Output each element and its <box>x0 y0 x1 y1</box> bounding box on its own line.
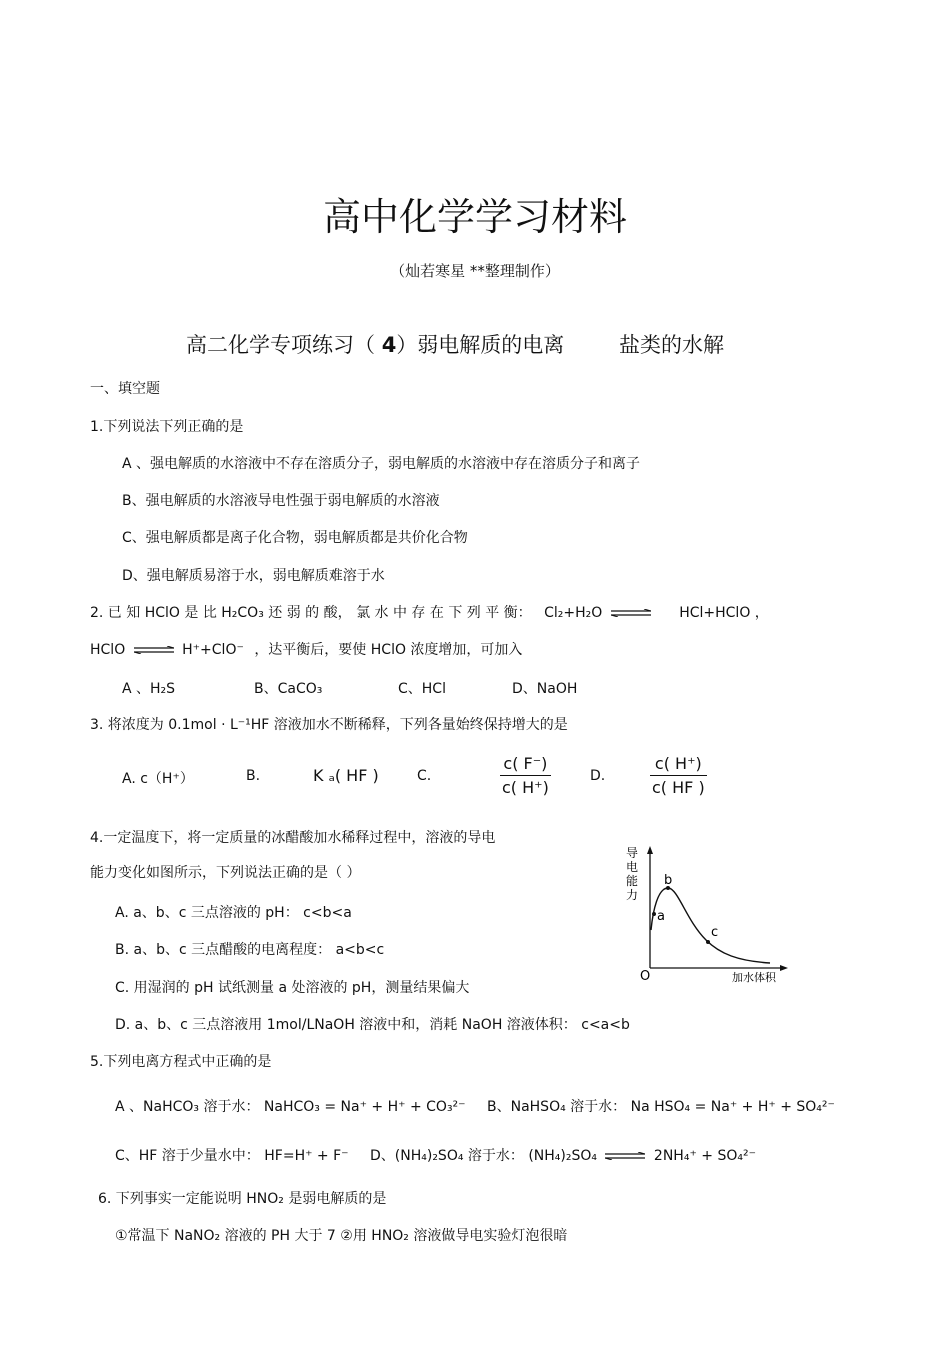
q2-stem: 2. 已 知 HClO 是 比 H₂CO₃ 还 弱 的 酸， 氯 水 中 存 在 下 列 平 衡： <box>90 605 532 621</box>
section-heading: 一、填空题 <box>90 381 160 397</box>
graph-ylabel-4: 力 <box>626 888 639 902</box>
q2-eq2-left: HClO <box>90 642 126 658</box>
graph-label-a: a <box>657 909 665 924</box>
graph-label-c: c <box>711 925 719 940</box>
q3-option-d-numerator: c( H⁺) <box>650 754 707 776</box>
graph-point-c <box>706 940 710 944</box>
q2-line1 <box>90 602 769 622</box>
q2-eq1-left: Cl₂+H₂O <box>544 605 603 621</box>
q1-option-d: D、强电解质易溶于水，弱电解质难溶于水 <box>122 568 385 584</box>
q1-option-b: B、强电解质的水溶液导电性强于弱电解质的水溶液 <box>122 493 440 509</box>
q4-stem-line2: 能力变化如图所示，下列说法正确的是（ ） <box>90 865 361 881</box>
exercise-title-number: 4 <box>381 333 397 357</box>
q3-option-c-denominator: c( H⁺) <box>502 778 549 797</box>
q5-option-d-right: 2NH₄⁺ + SO₄²⁻ <box>653 1148 756 1164</box>
q2-option-b: B、CaCO₃ <box>254 681 323 697</box>
q6-line1: ①常温下 NaNO₂ 溶液的 PH 大于 7 ②用 HNO₂ 溶液做导电实验灯泡很暗 <box>115 1228 568 1244</box>
q2-line2 <box>90 639 522 659</box>
q3-option-c-numerator: c( F⁻) <box>500 754 551 776</box>
q5-option-b: B、NaHSO₄ 溶于水： Na HSO₄ = Na⁺ + H⁺ + SO₄²⁻ <box>487 1099 835 1115</box>
q3-option-d-fraction <box>650 754 707 797</box>
graph-ylabel-1: 导 <box>626 846 639 860</box>
graph-label-b: b <box>664 873 673 888</box>
graph-point-a <box>652 912 656 916</box>
graph-ylabel-2: 电 <box>626 860 639 874</box>
q2-line2-tail: ，达平衡后，要使 HClO 浓度增加，可加入 <box>254 642 523 658</box>
q1-stem: 1.下列说法下列正确的是 <box>90 419 244 435</box>
graph-y-arrow-icon <box>647 846 653 854</box>
exercise-title <box>186 329 724 359</box>
equilibrium-arrow-icon <box>134 646 174 654</box>
q3-option-b-label: B. <box>246 768 261 784</box>
exercise-title-part3: 盐类的水解 <box>619 333 724 357</box>
equilibrium-arrow-icon <box>605 1152 645 1160</box>
graph-xlabel: 加水体积 <box>732 971 776 984</box>
q5-stem: 5.下列电离方程式中正确的是 <box>90 1054 272 1070</box>
q2-eq2-right: H⁺+ClO⁻ <box>182 642 244 658</box>
equilibrium-arrow-icon <box>611 609 651 617</box>
q5-option-d <box>370 1145 756 1165</box>
q1-option-c: C、强电解质都是离子化合物，弱电解质都是共价化合物 <box>122 530 468 546</box>
q4-stem-line1: 4.一定温度下，将一定质量的冰醋酸加水稀释过程中，溶液的导电 <box>90 830 496 846</box>
q3-option-b-expr: K ₐ( HF ) <box>313 766 379 785</box>
q3-option-c-fraction <box>500 754 551 797</box>
q3-option-a: A. c（H⁺） <box>122 771 194 787</box>
q3-option-c-label: C. <box>417 768 432 784</box>
q2-option-a: A 、H₂S <box>122 681 176 697</box>
q4-option-d: D. a、b、c 三点溶液用 1mol/LNaOH 溶液中和，消耗 NaOH 溶液体积： c<a<b <box>115 1017 630 1033</box>
q2-eq1-right: HCl+HClO ， <box>679 605 769 621</box>
q1-option-a: A 、强电解质的水溶液中不存在溶质分子，弱电解质的水溶液中存在溶质分子和离子 <box>122 456 641 472</box>
graph-x-arrow-icon <box>780 965 788 971</box>
q3-stem: 3. 将浓度为 0.1mol · L⁻¹HF 溶液加水不断稀释，下列各量始终保持增大的是 <box>90 717 568 733</box>
q6-stem: 6. 下列事实一定能说明 HNO₂ 是弱电解质的是 <box>98 1191 387 1207</box>
q5-option-a: A 、NaHCO₃ 溶于水： NaHCO₃ = Na⁺ + H⁺ + CO₃²⁻ <box>115 1099 466 1115</box>
q4-option-c: C. 用湿润的 pH 试纸测量 a 处溶液的 pH，测量结果偏大 <box>115 980 470 996</box>
q2-option-d: D、NaOH <box>512 681 578 697</box>
q4-option-b: B. a、b、c 三点醋酸的电离程度： a<b<c <box>115 942 385 958</box>
q3-option-d-label: D. <box>590 768 606 784</box>
q4-option-a: A. a、b、c 三点溶液的 pH： c<b<a <box>115 905 352 921</box>
q2-option-c: C、HCl <box>398 681 446 697</box>
page-subtitle: （灿若寒星 **整理制作） <box>390 262 560 280</box>
conductivity-graph <box>620 840 800 990</box>
page-title: 高中化学学习材料 <box>322 195 627 239</box>
q5-option-d-left: D、(NH₄)₂SO₄ 溶于水： (NH₄)₂SO₄ <box>370 1148 598 1164</box>
graph-origin-label: O <box>640 969 651 984</box>
exercise-title-part1: 高二化学专项练习（ <box>186 333 375 357</box>
q3-option-d-denominator: c( HF ) <box>652 778 705 797</box>
graph-ylabel-3: 能 <box>626 874 639 888</box>
exercise-title-part2: ）弱电解质的电离 <box>396 333 565 357</box>
q5-option-c: C、HF 溶于少量水中： HF=H⁺ + F⁻ <box>115 1148 349 1164</box>
